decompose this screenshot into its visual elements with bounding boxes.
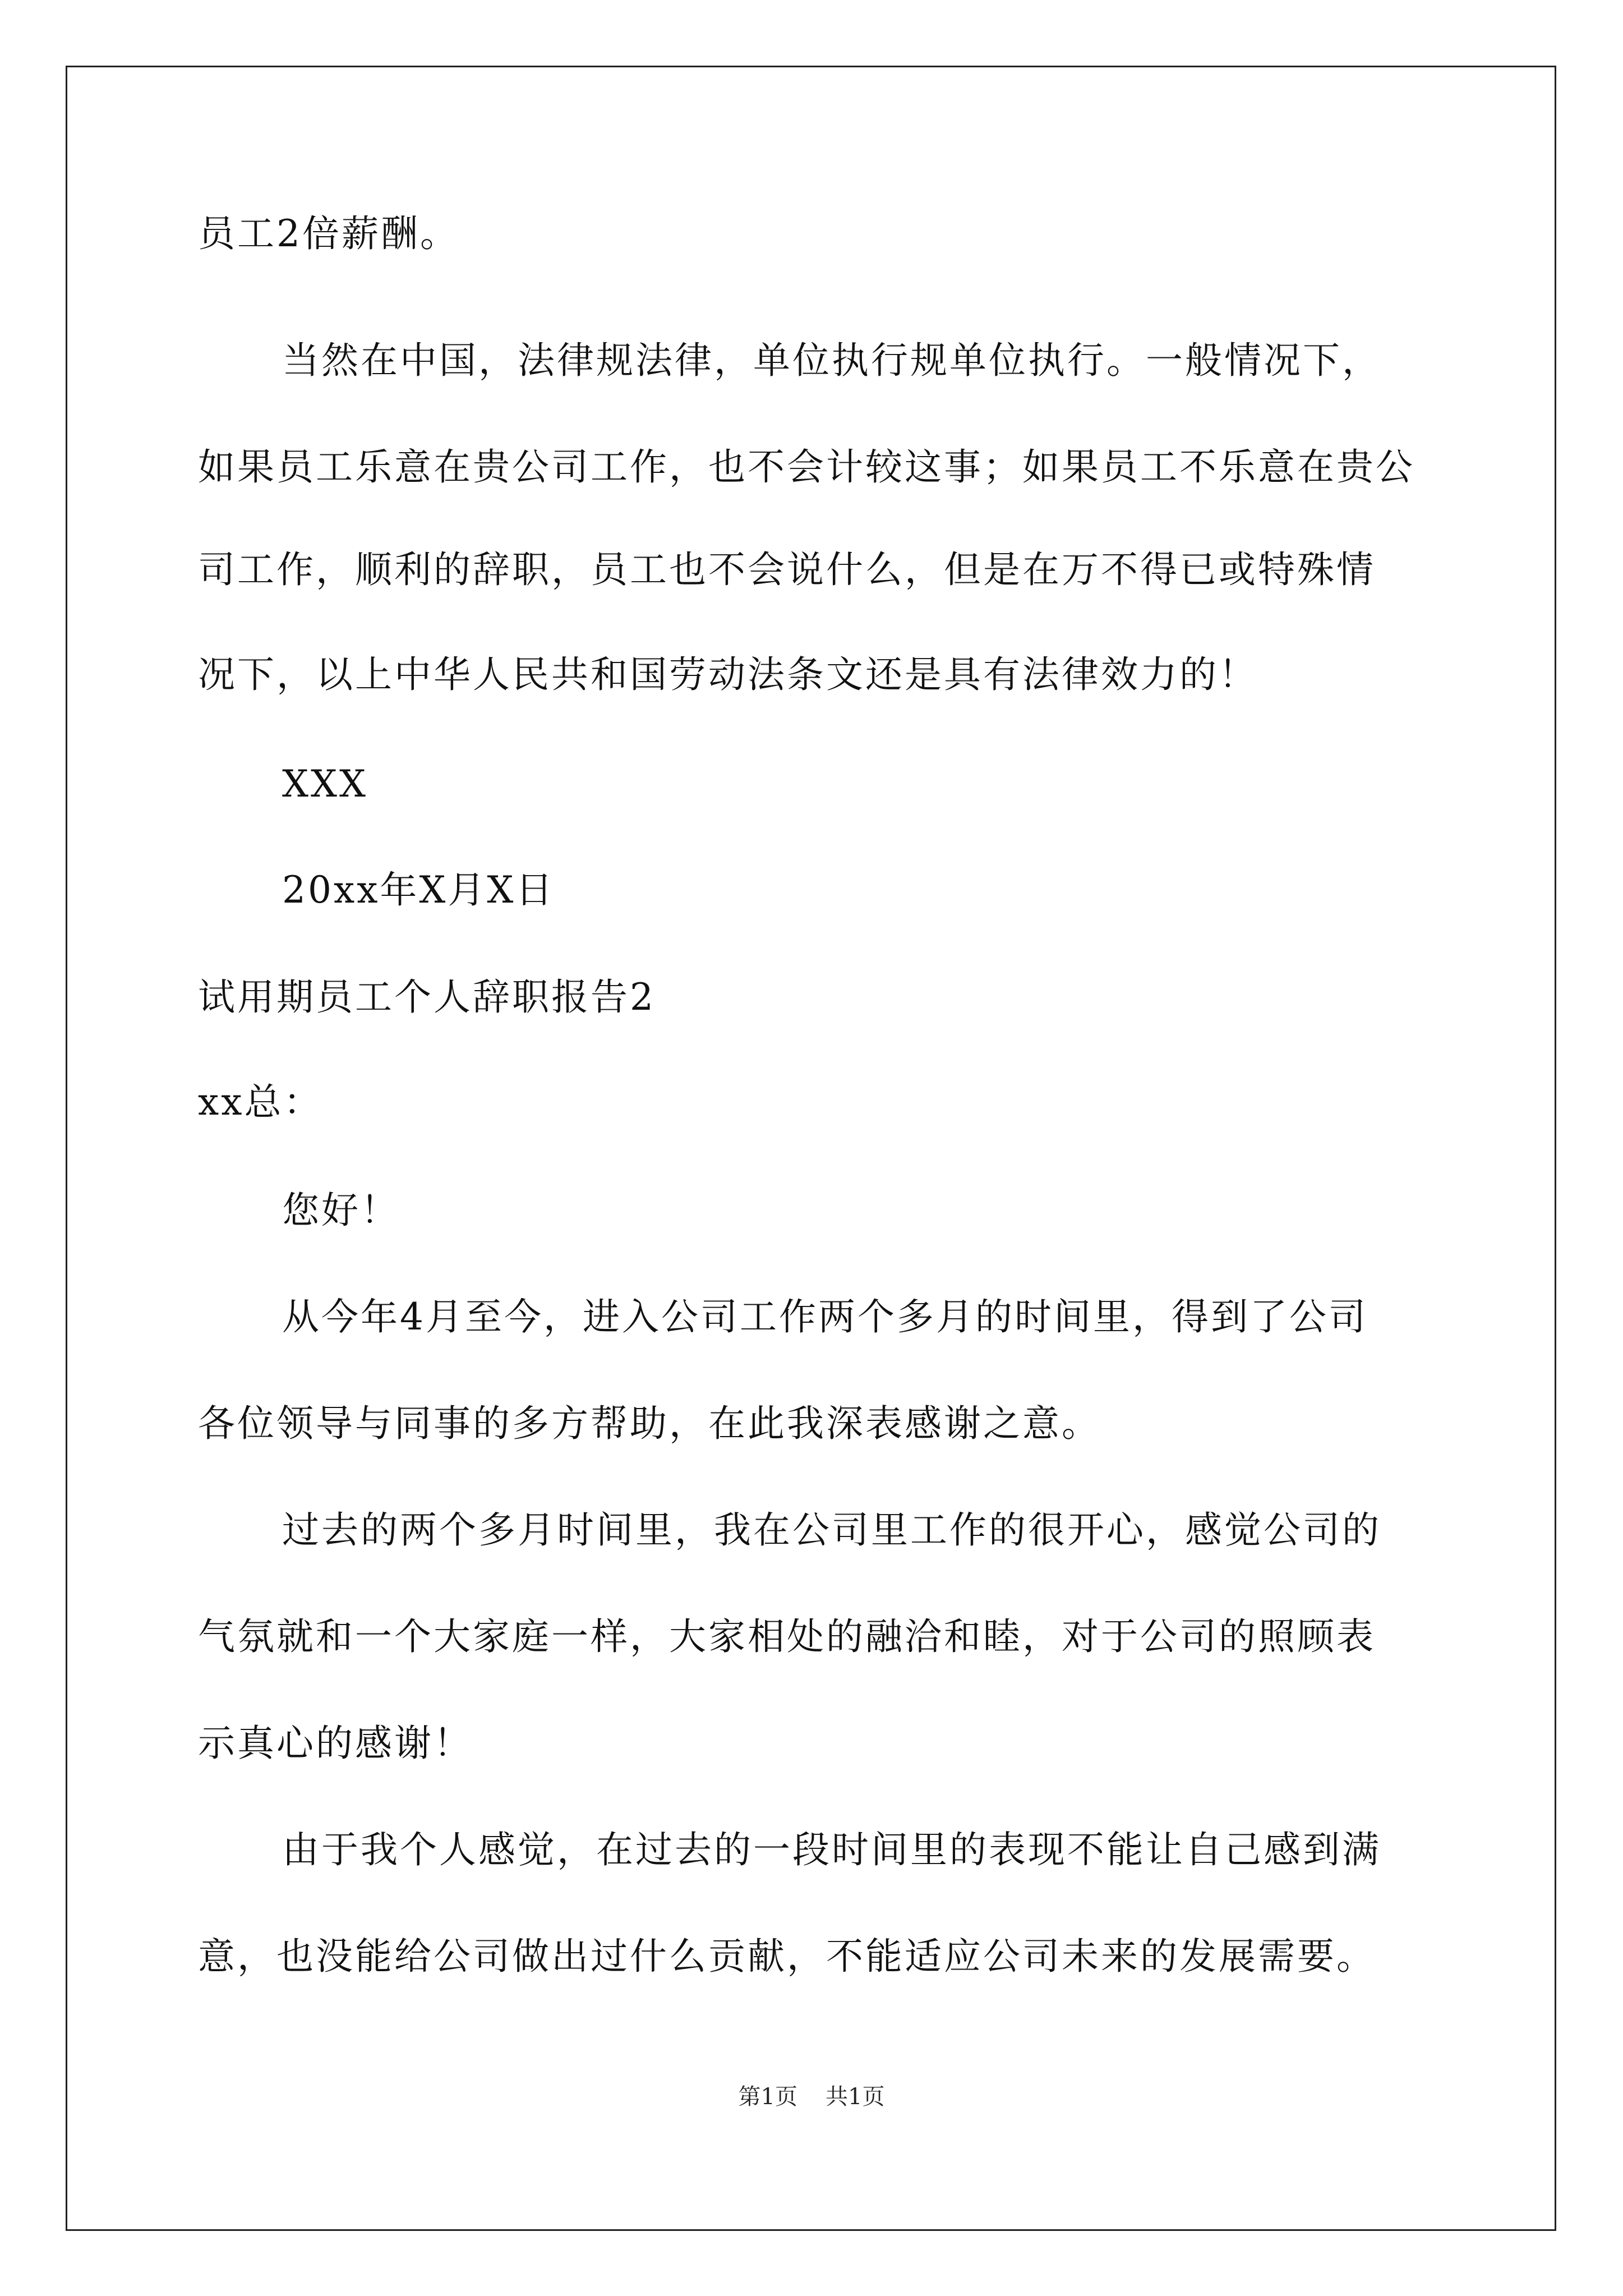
text-line: 气氛就和一个大家庭一样，大家相处的融洽和睦，对于公司的照顾表 bbox=[198, 1615, 1376, 1658]
text-line: 从今年4月至今，进入公司工作两个多月的时间里，得到了公司 bbox=[282, 1295, 1368, 1338]
text-line: 况下，以上中华人民共和国劳动法条文还是具有法律效力的！ bbox=[198, 653, 1258, 696]
page-number: 第1页 bbox=[738, 2084, 797, 2110]
text-line: 如果员工乐意在贵公司工作，也不会计较这事；如果员工不乐意在贵公 bbox=[198, 445, 1415, 489]
page-total: 共1页 bbox=[826, 2084, 885, 2110]
text-line: 由于我个人感觉，在过去的一段时间里的表现不能让自己感到满 bbox=[282, 1828, 1381, 1871]
date-line: 20xx年X月X日 bbox=[282, 868, 555, 912]
page-border bbox=[66, 66, 1556, 2231]
salutation: xx总： bbox=[198, 1080, 323, 1124]
text-line: 过去的两个多月时间里，我在公司里工作的很开心，感觉公司的 bbox=[282, 1508, 1381, 1552]
section-title: 试用期员工个人辞职报告2 bbox=[198, 976, 656, 1019]
page-footer bbox=[0, 2083, 1623, 2111]
text-line: 各位领导与同事的多方帮助，在此我深表感谢之意。 bbox=[198, 1402, 1101, 1445]
text-line: 意，也没能给公司做出过什么贡献，不能适应公司未来的发展需要。 bbox=[198, 1935, 1376, 1978]
greeting: 您好！ bbox=[282, 1189, 400, 1232]
text-line: 示真心的感谢！ bbox=[198, 1722, 473, 1765]
text-line: 员工2倍薪酬。 bbox=[198, 212, 459, 255]
text-line: 司工作，顺利的辞职，员工也不会说什么，但是在万不得已或特殊情 bbox=[198, 548, 1376, 591]
text-line: 当然在中国，法律规法律，单位执行规单位执行。一般情况下， bbox=[282, 339, 1381, 382]
signature: XXX bbox=[282, 762, 368, 806]
